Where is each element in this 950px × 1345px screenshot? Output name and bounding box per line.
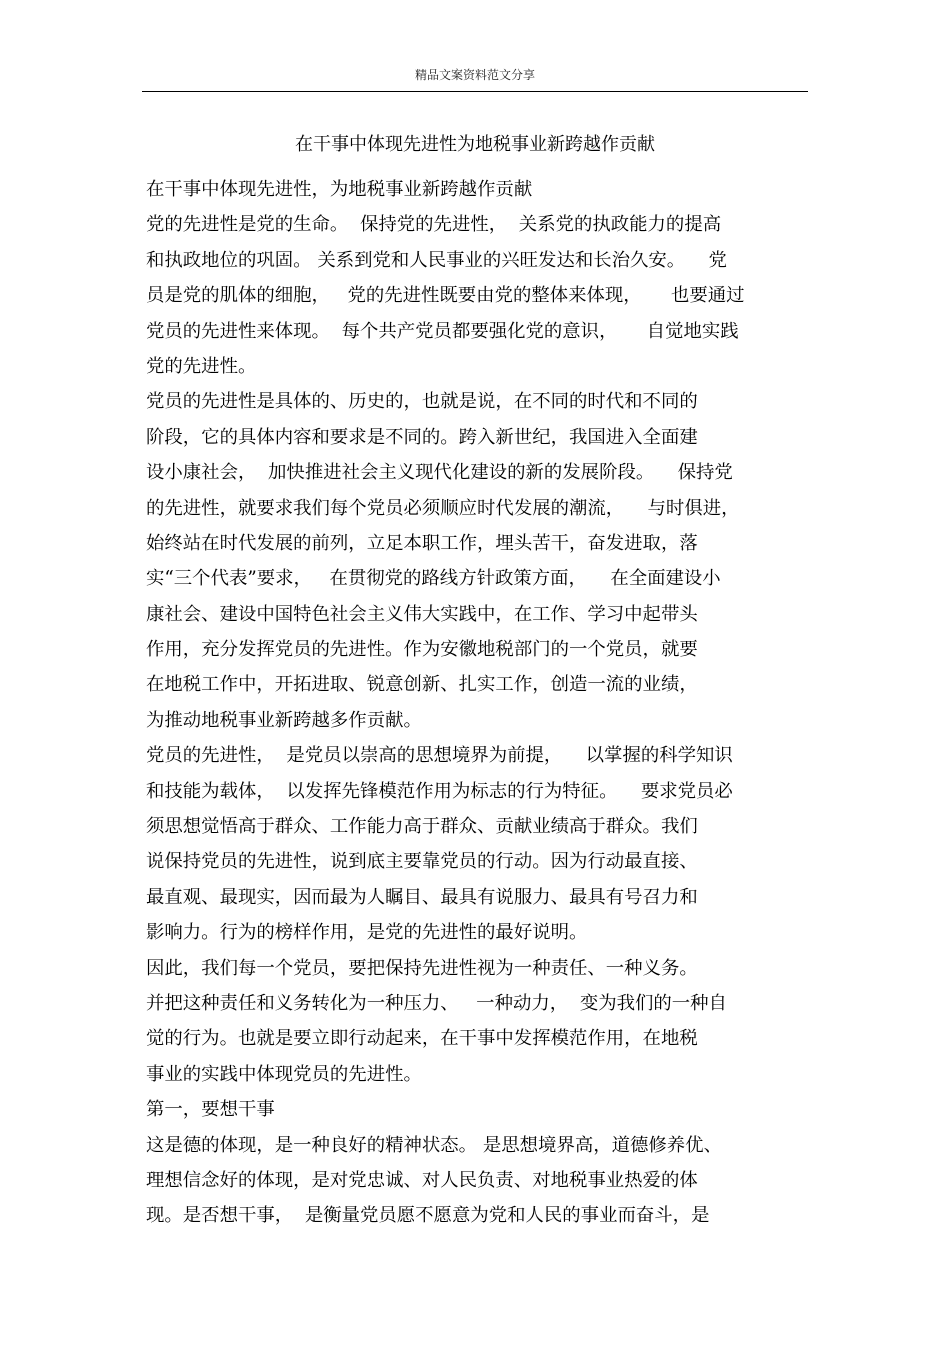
body-line: 作用，充分发挥党员的先进性。作为安徽地税部门的一个党员，就要 — [146, 639, 698, 661]
body-line: 党的先进性是党的生命。 保持党的先进性， 关系党的执政能力的提高 — [146, 214, 722, 236]
document-body — [146, 172, 812, 1234]
body-line: 最直观、最现实，因而最为人瞩目、最具有说服力、最具有号召力和 — [146, 886, 698, 908]
body-line: 觉的行为。也就是要立即行动起来，在干事中发挥模范作用，在地税 — [146, 1028, 698, 1050]
body-line: 员是党的肌体的细胞， 党的先进性既要由党的整体来体现， 也要通过 — [146, 285, 745, 307]
body-line: 康社会、建设中国特色社会主义伟大实践中，在工作、学习中起带头 — [146, 603, 698, 625]
document-title: 在干事中体现先进性为地税事业新跨越作贡献 — [295, 134, 655, 155]
body-line: 在干事中体现先进性，为地税事业新跨越作贡献 — [146, 179, 533, 200]
body-line: 和技能为载体， 以发挥先锋模范作用为标志的行为特征。 要求党员必 — [146, 780, 733, 802]
body-line: 的先进性，就要求我们每个党员必须顺应时代发展的潮流， 与时俱进， — [146, 497, 740, 519]
body-line: 党员的先进性是具体的、历史的，也就是说，在不同的时代和不同的 — [146, 391, 698, 413]
body-line: 影响力。行为的榜样作用，是党的先进性的最好说明。 — [146, 922, 588, 944]
body-line: 因此，我们每一个党员，要把保持先进性视为一种责任、一种义务。 — [146, 957, 698, 979]
body-line: 现。是否想干事， 是衡量党员愿不愿意为党和人民的事业而奋斗，是 — [146, 1205, 710, 1227]
body-line: 党员的先进性来体现。 每个共产党员都要强化党的意识， 自觉地实践 — [146, 320, 739, 342]
body-line: 在地税工作中，开拓进取、锐意创新、扎实工作，创造一流的业绩， — [146, 674, 698, 696]
body-line: 始终站在时代发展的前列，立足本职工作，埋头苦干，奋发进取，落 — [146, 532, 698, 554]
body-line: 设小康社会， 加快推进社会主义现代化建设的新的发展阶段。 保持党 — [146, 462, 733, 484]
body-line: 和执政地位的巩固。 关系到党和人民事业的兴旺发达和长治久安。 党 — [146, 249, 727, 271]
body-line: 事业的实践中体现党员的先进性。 — [146, 1063, 422, 1085]
body-line: 并把这种责任和义务转化为一种压力、 一种动力， 变为我们的一种自 — [146, 992, 727, 1014]
page-header: 精品文案资料范文分享 — [414, 68, 535, 82]
body-line: 说保持党员的先进性，说到底主要靠党员的行动。因为行动最直接、 — [146, 851, 698, 873]
body-line: 为推动地税事业新跨越多作贡献。 — [146, 709, 422, 731]
body-line: 实“三个代表”要求， 在贯彻党的路线方针政策方面， 在全面建设小 — [146, 568, 721, 590]
body-line: 第一，要想干事 — [146, 1099, 275, 1121]
header-rule — [142, 91, 808, 92]
body-line: 这是德的体现，是一种良好的精神状态。 是思想境界高，道德修养优、 — [146, 1134, 722, 1156]
body-line: 阶段，它的具体内容和要求是不同的。跨入新世纪，我国进入全面建 — [146, 426, 698, 448]
body-line: 须思想觉悟高于群众、工作能力高于群众、贡献业绩高于群众。我们 — [146, 816, 698, 838]
body-line: 党员的先进性， 是党员以崇高的思想境界为前提， 以掌握的科学知识 — [146, 745, 733, 767]
body-line: 理想信念好的体现，是对党忠诚、对人民负责、对地税事业热爱的体 — [146, 1169, 698, 1191]
body-line: 党的先进性。 — [146, 355, 257, 377]
